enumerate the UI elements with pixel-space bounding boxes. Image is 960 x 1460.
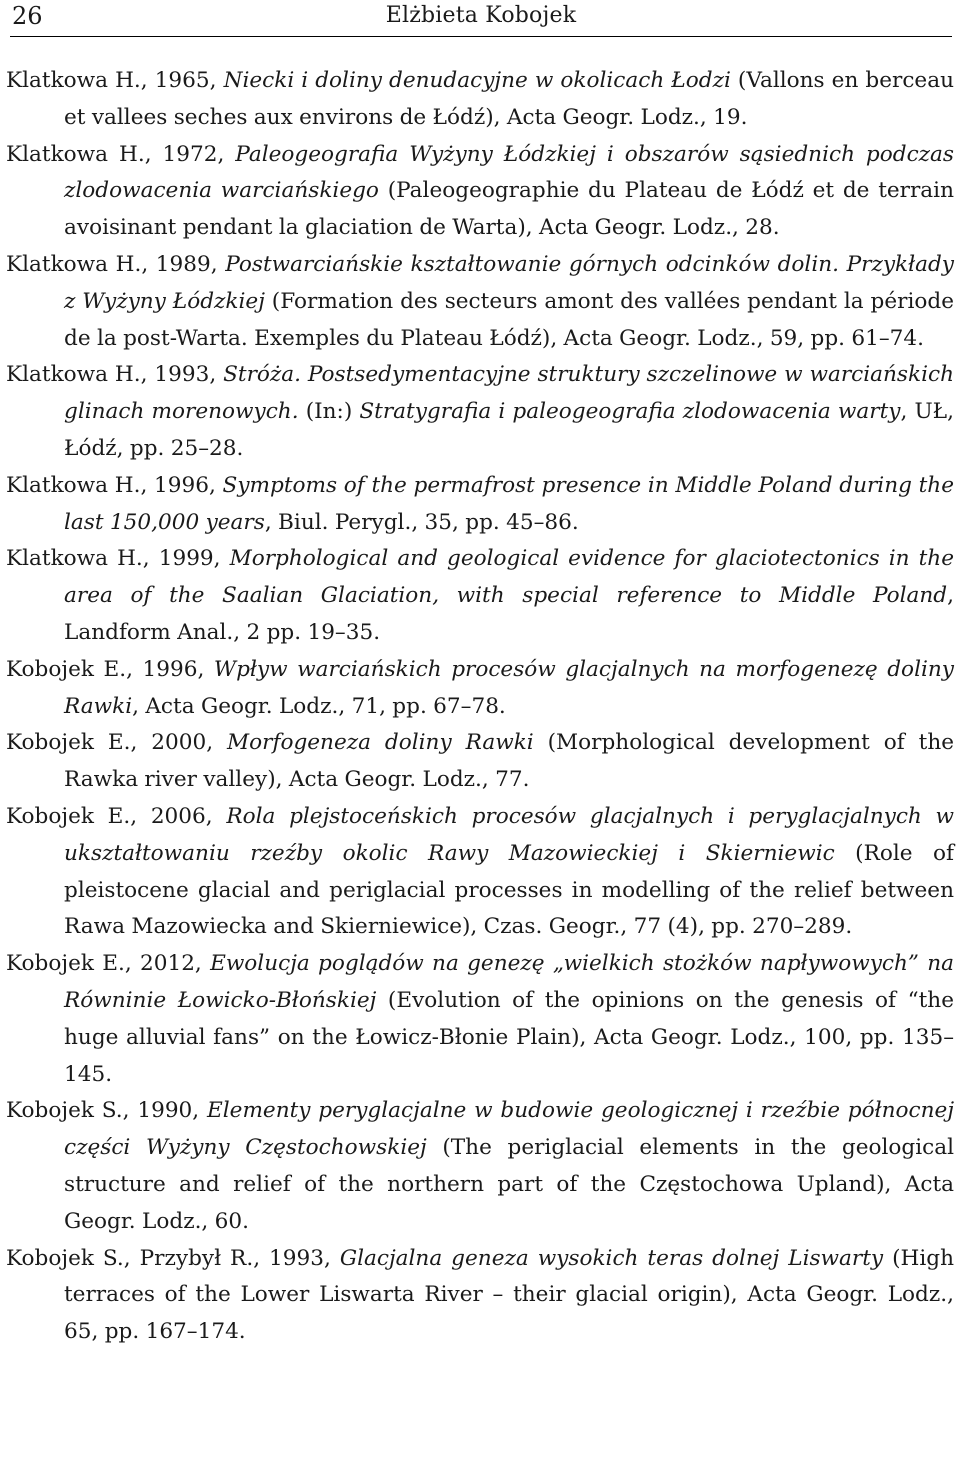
reference-details: (Vallons en berceau et vallees seches aux environs de Łódź), Acta Geogr. Lodz., 19.: [64, 68, 954, 130]
reference-author: Kobojek E.: [6, 803, 131, 829]
reference-details: (Formation des secteurs amont des vallées pendant la période de la post-Warta. Exemples du Plateau Łódź), Acta Geogr. Lodz., 59, pp. 61–74.: [64, 288, 954, 351]
reference-details: (Paleogeographie du Plateau de Łódź et de terrain avoisinant pendant la glaciation de Warta), Acta Geogr. Lodz., 28.: [64, 178, 954, 241]
reference-item: [6, 468, 954, 542]
reference-author: Kobojek E.: [6, 656, 127, 682]
reference-author: Klatkowa H.: [6, 546, 143, 572]
reference-details: (High terraces of the Lower Liswarta River – their glacial origin), Acta Geogr. Lodz., 65, pp. 167–174.: [64, 1245, 954, 1345]
reference-item: [6, 137, 954, 247]
reference-year: , 1965,: [140, 68, 224, 93]
reference-title: Symptoms of the permafrost presence in Middle Poland during the last 150,000 years: [64, 472, 954, 535]
reference-details: , Biul. Perygl., 35, pp. 45–86.: [264, 509, 579, 535]
reference-author: Klatkowa H.: [6, 472, 141, 498]
reference-year: , 2012,: [124, 951, 211, 977]
reference-item: [6, 652, 954, 726]
reference-item: [6, 1093, 954, 1240]
reference-item: [6, 1241, 954, 1351]
header-rule: [10, 36, 952, 37]
reference-year: , 2000,: [130, 730, 228, 756]
reference-details: , Landform Anal., 2 pp. 19–35.: [64, 583, 954, 645]
reference-item: [6, 247, 954, 357]
reference-details: (In:): [298, 399, 360, 425]
reference-item: [6, 946, 954, 1093]
reference-year: , 1972,: [144, 141, 236, 167]
reference-details: (The periglacial elements in the geological structure and relief of the northern part of the Częstochowa Upland), Acta Geogr. Lodz., 60.: [64, 1135, 954, 1234]
reference-author: Klatkowa H.: [6, 362, 141, 388]
reference-title: Morphological and geological evidence for glaciotectonics in the area of the Saalian Glaciation, with special reference to Middle Poland: [64, 546, 954, 609]
page-header: [6, 0, 956, 36]
reference-author: Klatkowa H.: [6, 68, 141, 93]
reference-year: , 1990,: [122, 1098, 207, 1124]
reference-item: [6, 63, 954, 137]
reference-year: , 1993,: [140, 362, 224, 388]
reference-title: Elementy peryglacjalne w budowie geologicznej i rzeźbie północnej części Wyżyny Częstochowskiej: [64, 1098, 955, 1161]
reference-title: Ewolucja poglądów na genezę „wielkich stożków napływowych” na Równinie Łowicko-Błońskiej: [64, 951, 954, 1013]
reference-details: , Acta Geogr. Lodz., 71, pp. 67–78.: [132, 693, 506, 719]
reference-title: Postwarciańskie kształtowanie górnych odcinków dolin. Przykłady z Wyżyny Łódzkiej: [64, 251, 954, 314]
reference-title: Wpływ warciańskich procesów glacjalnych na morfogenezę doliny Rawki: [64, 656, 954, 719]
reference-year: , 1996,: [140, 472, 223, 498]
reference-year: , 1999,: [142, 546, 230, 572]
reference-details: (Evolution of the opinions on the genesis of “the huge alluvial fans” on the Łowicz-Błonie Plain), Acta Geogr. Lodz., 100, pp. 135–145.: [64, 987, 954, 1087]
reference-author: Kobojek E.: [6, 951, 125, 977]
reference-details: , UŁ, Łódź, pp. 25–28.: [64, 399, 954, 461]
reference-author: Kobojek S., Przybył R.: [6, 1245, 254, 1271]
reference-title: Morfogeneza doliny Rawki: [227, 730, 534, 756]
reference-book-title: Stratygrafia i paleogeografia zlodowacenia warty: [359, 399, 901, 425]
page-number: 26: [12, 2, 43, 30]
reference-year: , 1993,: [253, 1245, 340, 1271]
reference-year: , 1996,: [126, 656, 214, 682]
reference-item: [6, 541, 954, 651]
reference-title: Paleogeografia Wyżyny Łódzkiej i obszarów sąsiednich podczas zlodowacenia warciańskiego: [64, 141, 955, 204]
reference-title: Glacjalna geneza wysokich teras dolnej Liswarty: [339, 1245, 884, 1271]
reference-author: Klatkowa H.: [6, 141, 145, 167]
reference-list: [6, 63, 954, 1351]
reference-details: (Morphological development of the Rawka river valley), Acta Geogr. Lodz., 77.: [64, 730, 955, 793]
reference-author: Kobojek S.: [6, 1098, 123, 1124]
reference-item: [6, 357, 954, 467]
reference-item: [6, 799, 954, 946]
reference-title: Stróża. Postsedymentacyjne struktury szczelinowe w warciańskich glinach morenowych.: [64, 362, 955, 425]
reference-item: [6, 725, 954, 799]
reference-title: Niecki i doliny denudacyjne w okolicach Łodzi: [223, 68, 731, 93]
running-head: Elżbieta Kobojek: [385, 3, 577, 28]
reference-title: Rola plejstoceńskich procesów glacjalnych i peryglacjalnych w ukształtowaniu rzeźby okolic Rawy Mazowieckiej i Skierniewic: [64, 803, 955, 866]
reference-year: , 2006,: [130, 803, 227, 829]
reference-author: Klatkowa H.: [6, 251, 142, 277]
reference-details: (Role of pleistocene glacial and periglacial processes in modelling of the relief between Rawa Mazowiecka and Skierniewice), Czas. Geogr., 77 (4), pp. 270–289.: [64, 840, 954, 940]
reference-author: Kobojek E.: [6, 730, 131, 756]
reference-year: , 1989,: [141, 251, 226, 277]
